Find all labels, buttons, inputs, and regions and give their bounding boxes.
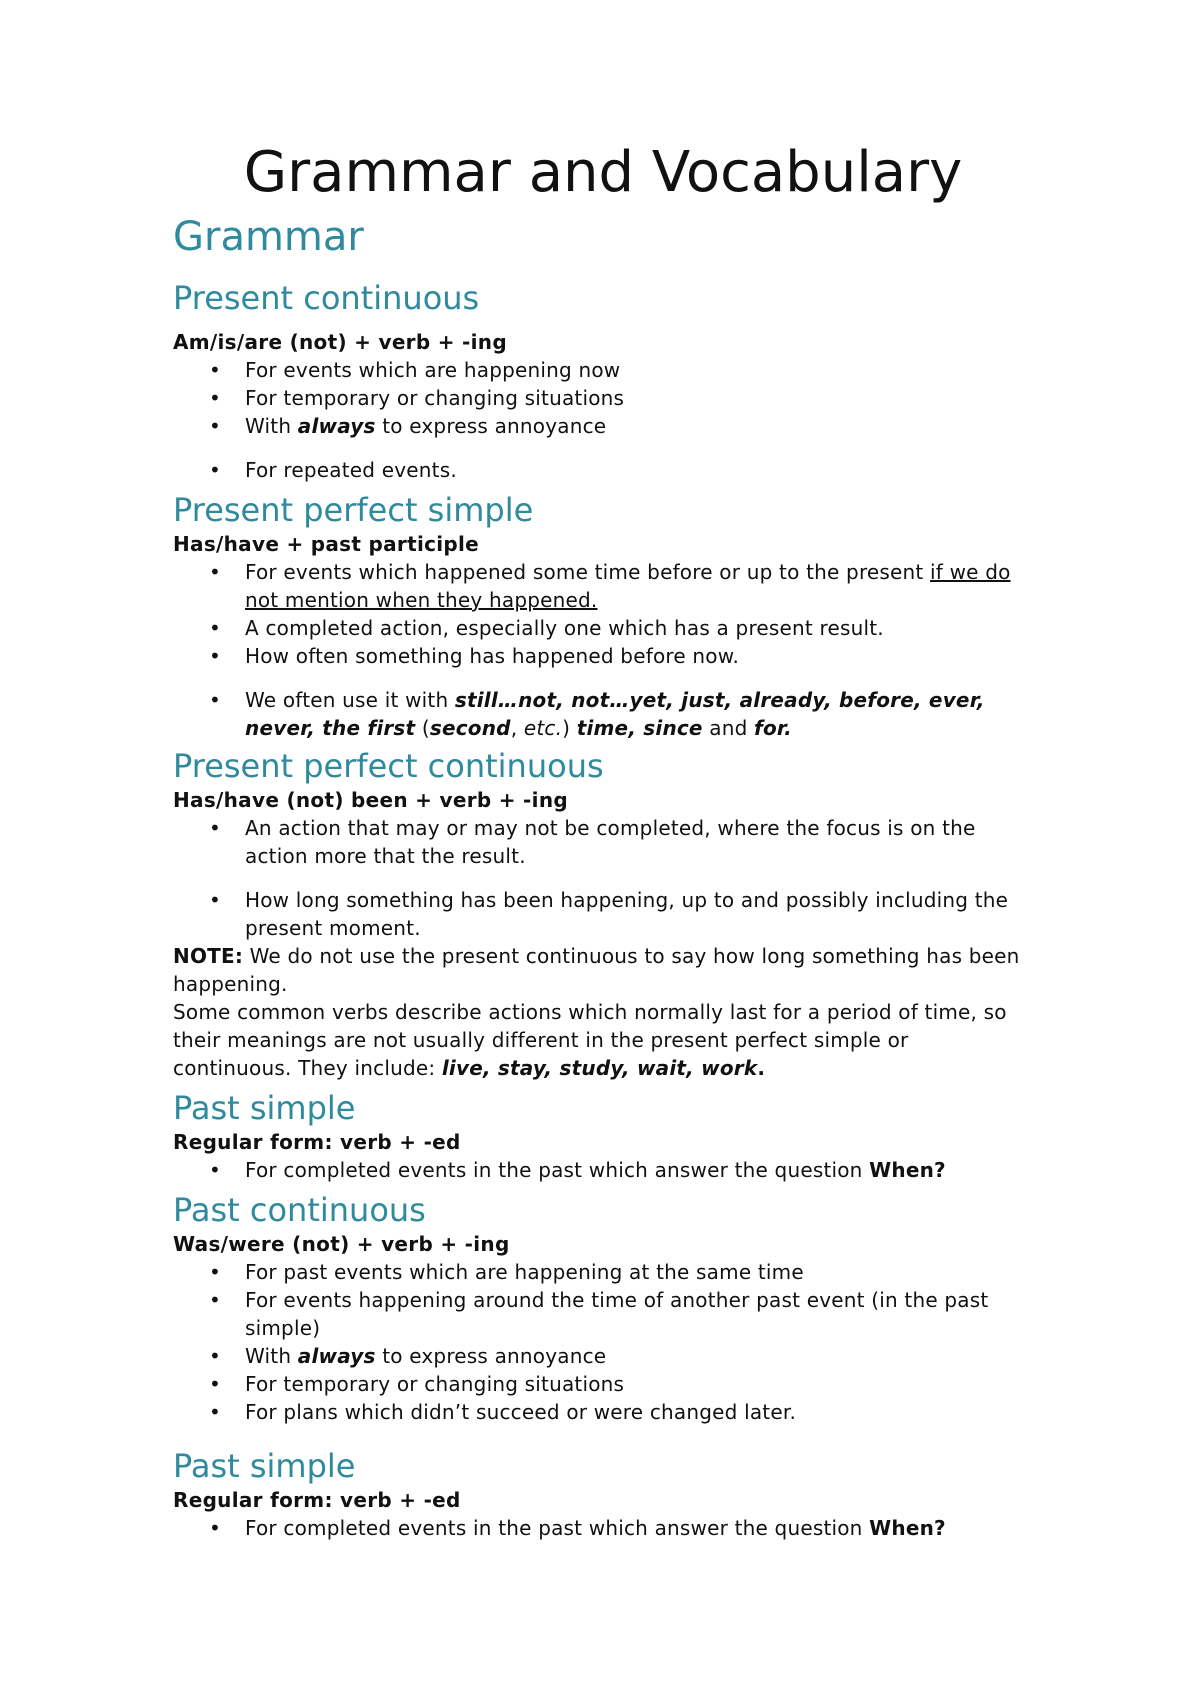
list-present-perfect-continuous: [173, 814, 1033, 942]
bullet-icon: •: [209, 458, 221, 482]
bullet-icon: •: [209, 1158, 221, 1182]
list-past-continuous: [173, 1258, 1033, 1426]
formula-past-simple-2: Regular form: verb + -ed: [173, 1488, 461, 1512]
document-body: [173, 138, 1033, 1542]
bullet-icon: •: [209, 358, 221, 382]
list-item: • With always to express annoyance: [209, 414, 607, 438]
bullet-icon: •: [209, 644, 221, 668]
list-item: • We often use it with still…not, not…yet, just, already, before, ever, never, the first (second, etc.) time, since and for.: [209, 688, 985, 740]
list-item: • For plans which didn’t succeed or were changed later.: [209, 1400, 797, 1424]
list-item: • For events which are happening now: [209, 358, 621, 382]
heading-past-continuous: Past continuous: [173, 1191, 426, 1229]
list-item: • With always to express annoyance: [209, 1344, 607, 1368]
note-paragraph: NOTE: We do not use the present continuous to say how long something has been happening.: [173, 944, 1020, 996]
list-item: • For temporary or changing situations: [209, 1372, 625, 1396]
formula-past-continuous: Was/were (not) + verb + -ing: [173, 1232, 510, 1256]
heading-present-perfect-continuous: Present perfect continuous: [173, 747, 604, 785]
list-past-simple-2: [173, 1514, 1033, 1542]
bullet-icon: •: [209, 888, 221, 912]
heading-present-perfect-simple: Present perfect simple: [173, 491, 534, 529]
section-heading-grammar: Grammar: [173, 214, 364, 260]
list-item: • How often something has happened before now.: [209, 644, 740, 668]
bullet-icon: •: [209, 688, 221, 712]
bullet-icon: •: [209, 1372, 221, 1396]
bullet-icon: •: [209, 1400, 221, 1424]
formula-present-perfect-continuous: Has/have (not) been + verb + -ing: [173, 788, 568, 812]
list-item: • For temporary or changing situations: [209, 386, 625, 410]
bullet-icon: •: [209, 1260, 221, 1284]
list-present-continuous: [173, 356, 1033, 484]
list-item: • For events happening around the time of another past event (in the past simple): [209, 1288, 989, 1340]
heading-past-simple: Past simple: [173, 1089, 356, 1127]
bullet-icon: •: [209, 816, 221, 840]
list-past-simple: [173, 1156, 1033, 1184]
bullet-icon: •: [209, 1288, 221, 1312]
list-item: • An action that may or may not be completed, where the focus is on the action more that the result.: [209, 816, 976, 868]
document-title: Grammar and Vocabulary: [243, 140, 963, 205]
formula-present-continuous: Am/is/are (not) + verb + -ing: [173, 330, 507, 354]
bullet-icon: •: [209, 1516, 221, 1540]
bullet-icon: •: [209, 1344, 221, 1368]
list-item: • A completed action, especially one which has a present result.: [209, 616, 884, 640]
formula-past-simple: Regular form: verb + -ed: [173, 1130, 461, 1154]
bullet-icon: •: [209, 386, 221, 410]
list-present-perfect-simple: [173, 558, 1033, 742]
bullet-icon: •: [209, 616, 221, 640]
heading-past-simple-2: Past simple: [173, 1447, 356, 1485]
bullet-icon: •: [209, 560, 221, 584]
bullet-icon: •: [209, 414, 221, 438]
common-verbs-paragraph: Some common verbs describe actions which normally last for a period of time, so their meanings are not usually different in the present perfect simple or continuous. They include: live, stay, study, wait, work.: [173, 1000, 1007, 1080]
formula-present-perfect-simple: Has/have + past participle: [173, 532, 480, 556]
list-item: • For past events which are happening at the same time: [209, 1260, 804, 1284]
heading-present-continuous: Present continuous: [173, 279, 480, 317]
list-item: • How long something has been happening, up to and possibly including the present moment.: [209, 888, 1009, 940]
list-item: • For events which happened some time before or up to the present if we do not mention when they happened.: [209, 560, 1011, 612]
list-item: • For repeated events.: [209, 458, 457, 482]
list-item: • For completed events in the past which answer the question When?: [209, 1158, 946, 1182]
list-item: • For completed events in the past which answer the question When?: [209, 1516, 946, 1540]
